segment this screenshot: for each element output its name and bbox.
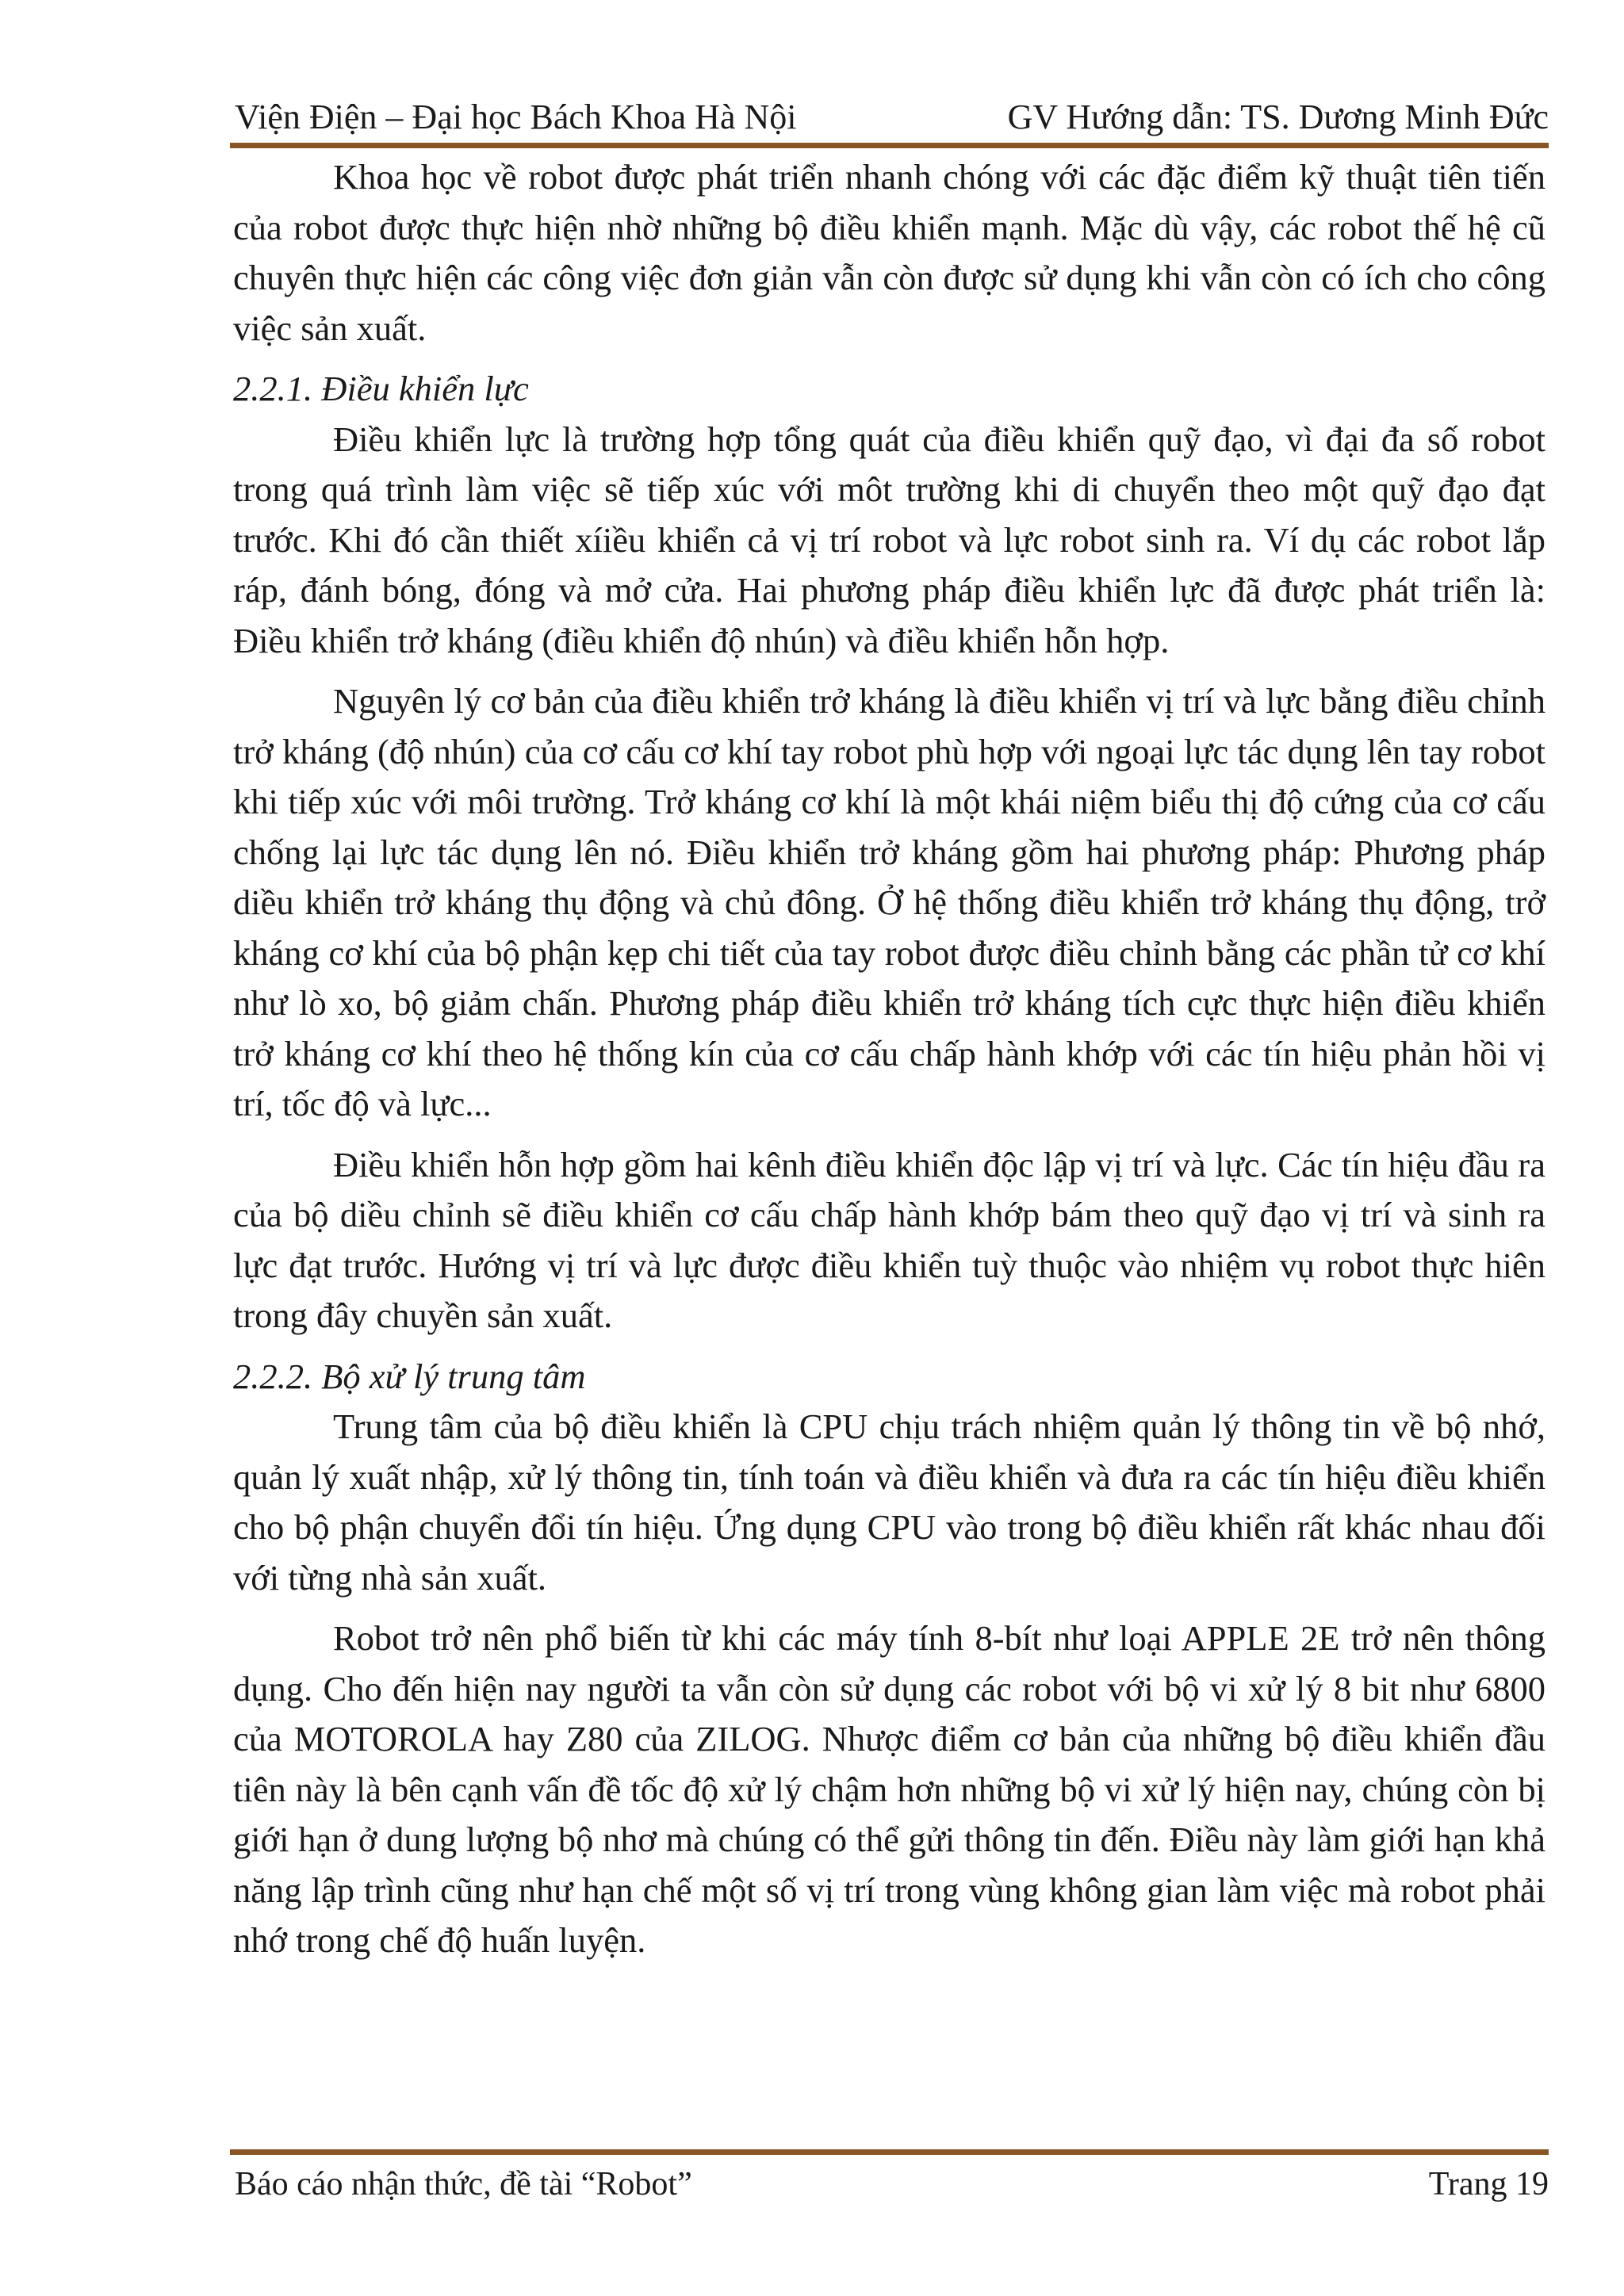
intro-paragraph: Khoa học về robot được phát triển nhanh chóng với các đặc điểm kỹ thuật tiên tiến của robot được thực hiện nhờ những bộ điều khiển mạnh. Mặc dù vậy, các robot thế hệ cũ chuyên thực hiện các công việc đơn giản vẫn còn được sử dụng khi vẫn còn có ích cho công việc sản xuất. xyxy=(233,157,1545,348)
impedance-control-paragraph: Nguyên lý cơ bản của điều khiển trở kháng là điều khiển vị trí và lực bằng điều chỉnh trở kháng (độ nhún) của cơ cấu cơ khí tay robot phù hợp với ngoại lực tác dụng lên tay robot khi tiếp xúc với môi trường. Trở kháng cơ khí là một khái niệm biểu thị độ cứng của cơ cấu chống lại lực tác dụng lên nó. Điều khiển trở kháng gồm hai phương pháp: Phương pháp diều khiển trở kháng thụ động và chủ đông. Ở hệ thống điều khiển trở kháng thụ động, trở kháng cơ khí của bộ phận kẹp chi tiết của tay robot được điều chỉnh bằng các phần tử cơ khí như lò xo, bộ giảm chấn. Phương pháp điều khiển trở kháng tích cực thực hiện điều khiển trở kháng cơ khí theo hệ thống kín của cơ cấu chấp hành khớp với các tín hiệu phản hồi vị trí, tốc độ và lực... xyxy=(233,681,1545,1123)
hybrid-control-paragraph: Điều khiển hỗn hợp gồm hai kênh điều khiển độc lập vị trí và lực. Các tín hiệu đầu ra của bộ diều chỉnh sẽ điều khiển cơ cấu chấp hành khớp bám theo quỹ đạo vị trí và sinh ra lực đạt trước. Hướng vị trí và lực được điều khiển tuỳ thuộc vào nhiệm vụ robot thực hiên trong đây chuyền sản xuất. xyxy=(233,1144,1545,1335)
force-control-paragraph: Điều khiển lực là trường hợp tổng quát của điều khiển quỹ đạo, vì đại đa số robot trong quá trình làm việc sẽ tiếp xúc với môt trường khi di chuyển theo một quỹ đạo đạt trước. Khi đó cần thiết xíiều khiển cả vị trí robot và lực robot sinh ra. Ví dụ các robot lắp ráp, đánh bóng, đóng và mở cửa. Hai phương pháp điều khiển lực đã được phát triển là: Điều khiển trở kháng (điều khiển độ nhún) và điều khiển hỗn hợp. xyxy=(233,419,1545,660)
page-header xyxy=(230,94,1549,141)
section-heading-2-2-1: 2.2.1. Điều khiển lực xyxy=(233,369,529,408)
header-divider xyxy=(230,143,1549,148)
header-institution: Viện Điện – Đại học Bách Khoa Hà Nội xyxy=(235,98,797,136)
page-footer xyxy=(230,2160,1549,2208)
section-heading-2-2-2: 2.2.2. Bộ xử lý trung tâm xyxy=(233,1356,586,1396)
footer-report-title: Báo cáo nhận thức, đề tài “Robot” xyxy=(235,2166,692,2202)
footer-divider xyxy=(230,2149,1549,2155)
page-number: Trang 19 xyxy=(1428,2166,1549,2202)
robot-history-paragraph: Robot trở nên phổ biến từ khi các máy tính 8-bít như loại APPLE 2E trở nên thông dụng. Cho đến hiện nay người ta vẫn còn sử dụng các robot với bộ vi xử lý 8 bit như 6800 của MOTOROLA hay Z80 của ZILOG. Nhược điểm cơ bản của những bộ điều khiển đầu tiên này là bên cạnh vấn đề tốc độ xử lý chậm hơn những bộ vi xử lý hiện nay, chúng còn bị giới hạn ở dung lượng bộ nhơ mà chúng có thể gửi thông tin đến. Điều này làm giới hạn khả năng lập trình cũng như hạn chế một số vị trí trong vùng không gian làm việc mà robot phải nhớ trong chế độ huấn luyện. xyxy=(233,1618,1545,1960)
header-advisor: GV Hướng dẫn: TS. Dương Minh Đức xyxy=(1007,98,1549,136)
cpu-paragraph: Trung tâm của bộ điều khiển là CPU chịu trách nhiệm quản lý thông tin về bộ nhớ, quản lý xuất nhập, xử lý thông tin, tính toán và điều khiển và đưa ra các tín hiệu điều khiển cho bộ phận chuyển đổi tín hiệu. Ứng dụng CPU vào trong bộ điều khiển rất khác nhau đối với từng nhà sản xuất. xyxy=(233,1406,1545,1598)
document-body xyxy=(233,152,1545,1966)
